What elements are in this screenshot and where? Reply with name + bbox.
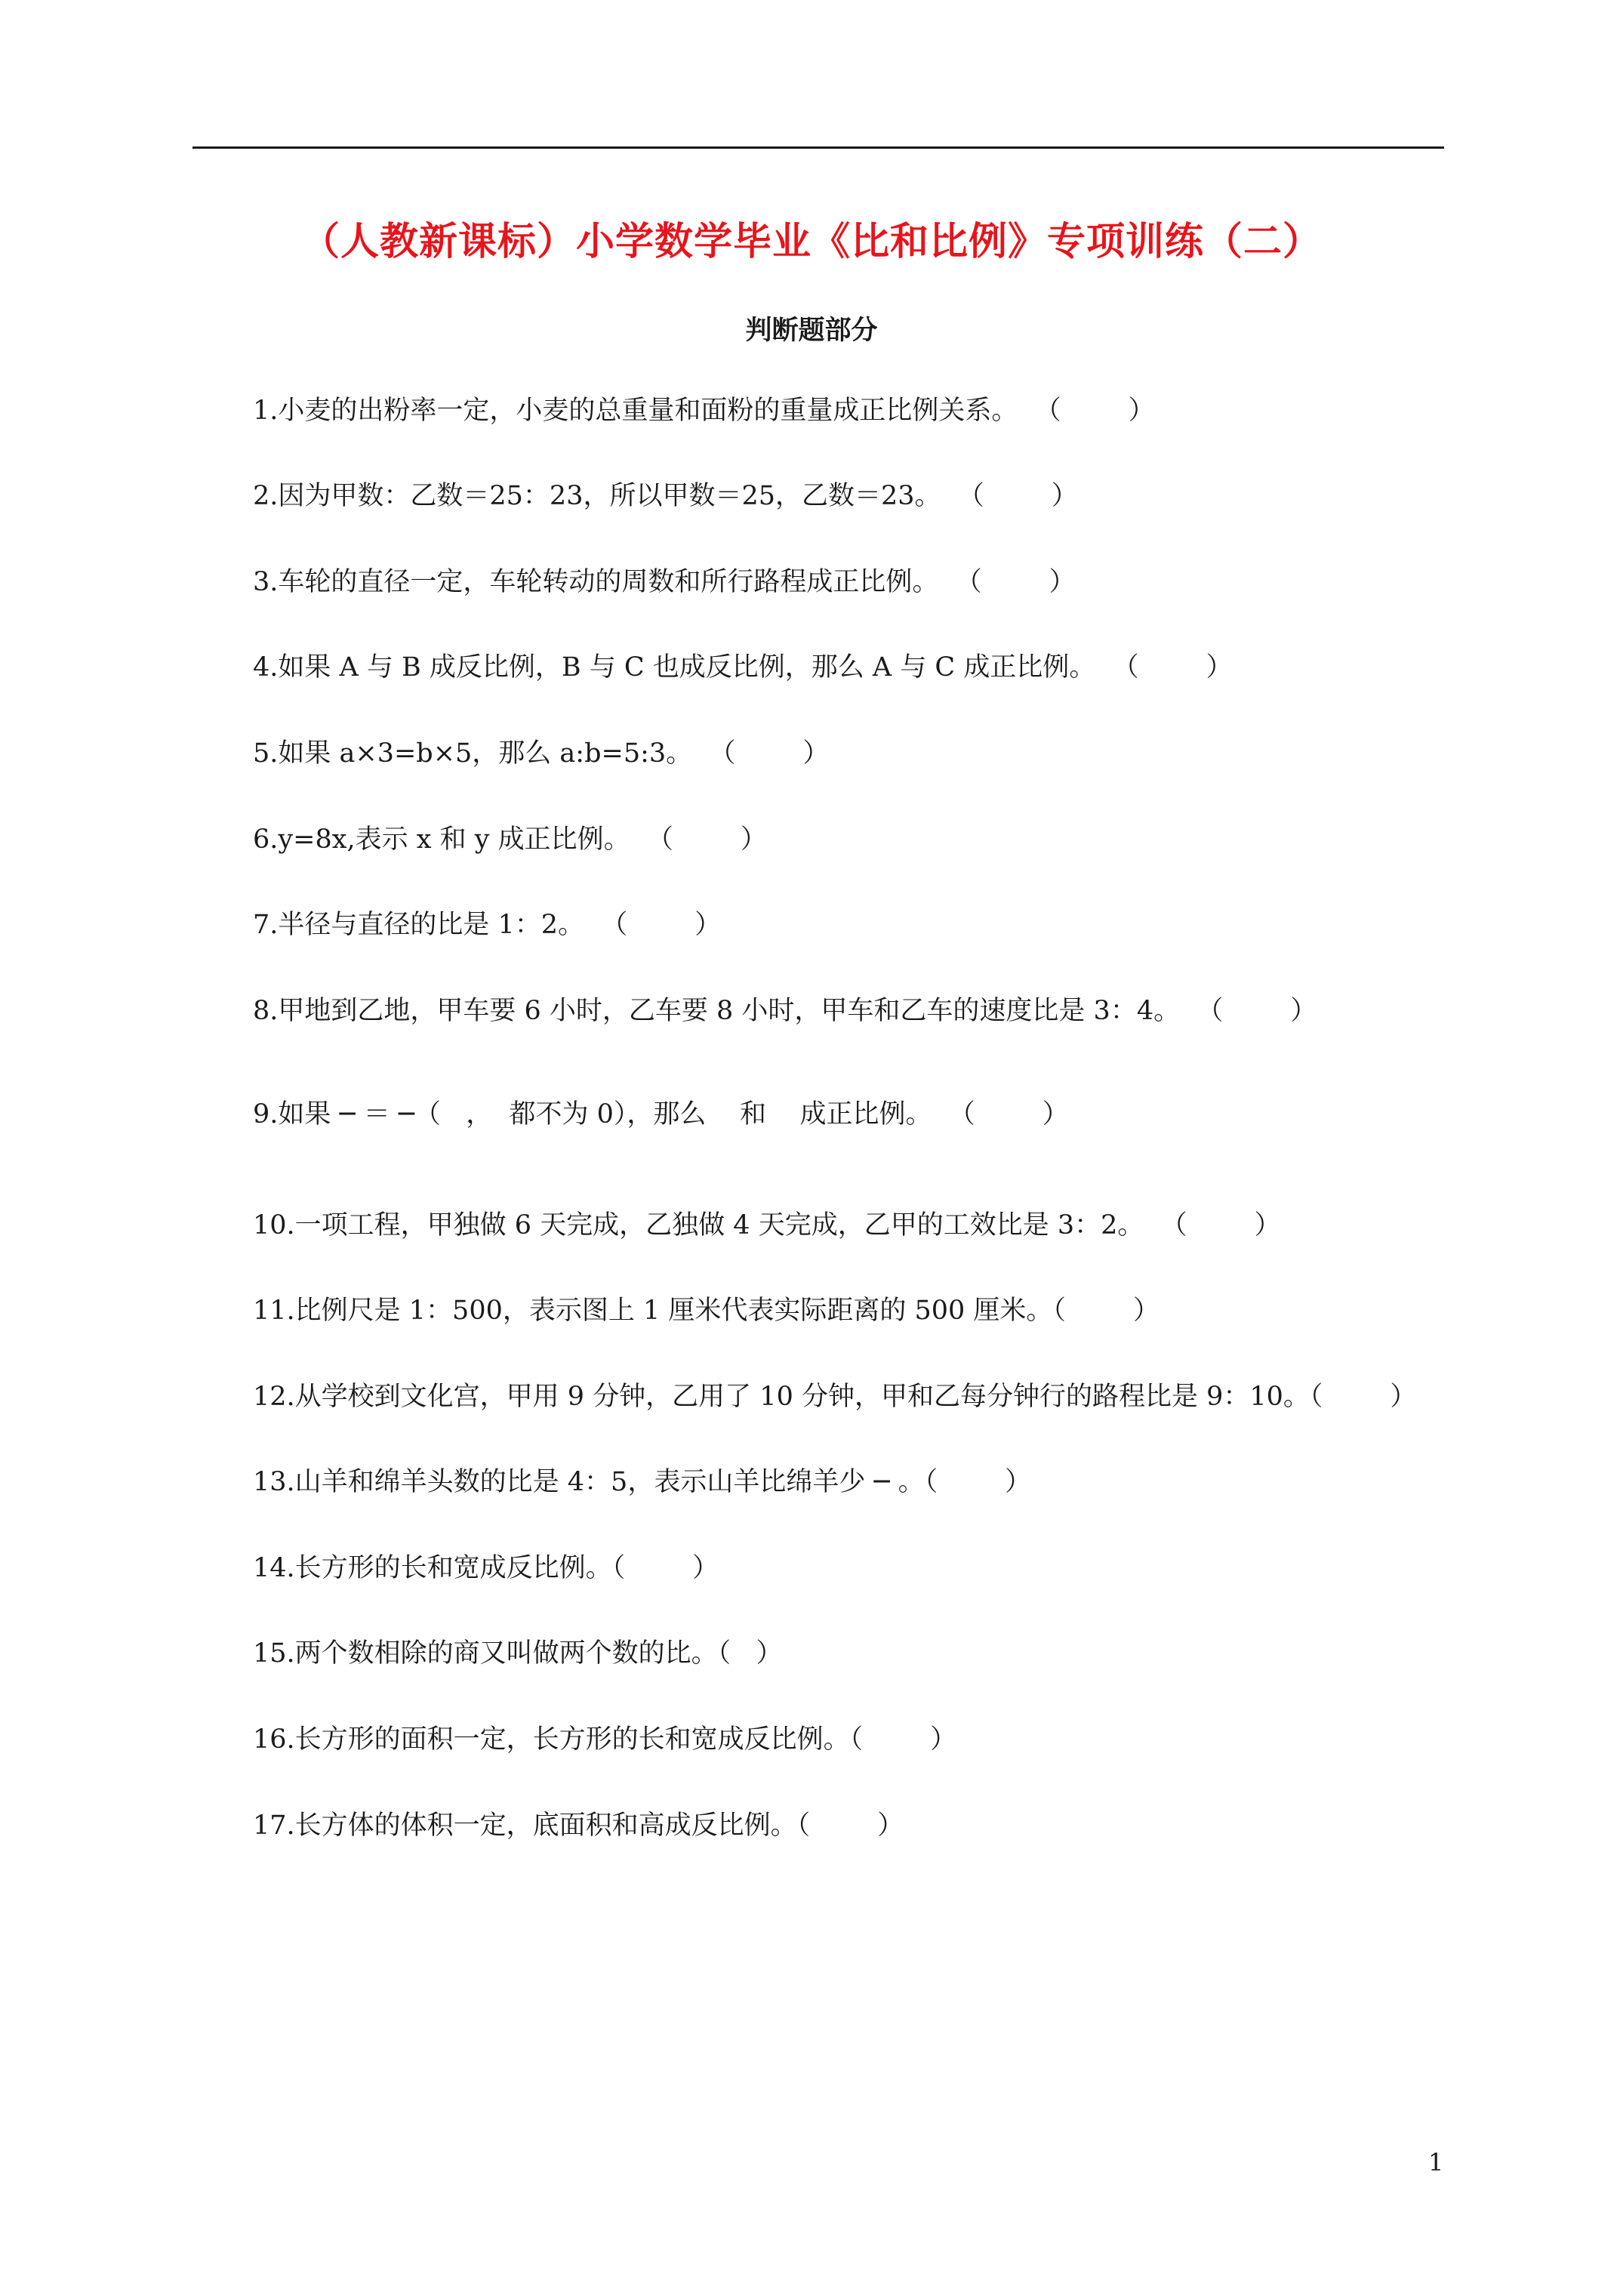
question-3: 3.车轮的直径一定，车轮转动的周数和所行路程成正比例。 （ ） — [253, 567, 1076, 597]
header-rule — [192, 146, 1444, 149]
question-15: 15.两个数相除的商又叫做两个数的比。（ ） — [253, 1638, 783, 1669]
section-heading: 判断题部分 — [745, 315, 878, 346]
question-16: 16.长方形的面积一定，长方形的长和宽成反比例。（ ） — [253, 1724, 957, 1755]
question-8: 8.甲地到乙地，甲车要 6 小时，乙车要 8 小时，甲车和乙车的速度比是 3：4。 （ ） — [253, 996, 1317, 1026]
question-6: 6.y=8x,表示 x 和 y 成正比例。 （ ） — [253, 824, 767, 855]
question-4: 4.如果 A 与 B 成反比例，B 与 C 也成反比例，那么 A 与 C 成正比例。 （ ） — [253, 652, 1233, 683]
document-title: （人教新课标）小学数学毕业《比和比例》专项训练（二） — [300, 219, 1322, 264]
question-2: 2.因为甲数：乙数＝25：23，所以甲数＝25，乙数＝23。 （ ） — [253, 481, 1078, 511]
question-11: 11.比例尺是 1：500，表示图上 1 厘米代表实际距离的 500 厘米。（ ） — [253, 1296, 1160, 1326]
question-17: 17.长方体的体积一定，底面积和高成反比例。（ ） — [253, 1811, 904, 1841]
question-5: 5.如果 a×3=b×5，那么 a:b=5:3。 （ ） — [253, 738, 830, 769]
question-13: 13.山羊和绵羊头数的比是 4：5，表示山羊比绵羊少 ─ 。（ ） — [253, 1467, 1032, 1497]
question-14: 14.长方形的长和宽成反比例。（ ） — [253, 1553, 719, 1583]
question-1: 1.小麦的出粉率一定，小麦的总重量和面粉的重量成正比例关系。 （ ） — [253, 396, 1155, 426]
question-12: 12.从学校到文化宫，甲用 9 分钟，乙用了 10 分钟，甲和乙每分钟行的路程比是 9：10。（ ） — [253, 1382, 1417, 1412]
question-9: 9.如果 ─ ＝ ─（ ， 都不为 0），那么 和 成正比例。 （ ） — [253, 1099, 1069, 1130]
question-7: 7.半径与直径的比是 1：2。 （ ） — [253, 910, 722, 940]
question-10: 10.一项工程，甲独做 6 天完成，乙独做 4 天完成，乙甲的工效比是 3：2。 （ ） — [253, 1210, 1281, 1240]
page-number: 1 — [1428, 2148, 1444, 2177]
